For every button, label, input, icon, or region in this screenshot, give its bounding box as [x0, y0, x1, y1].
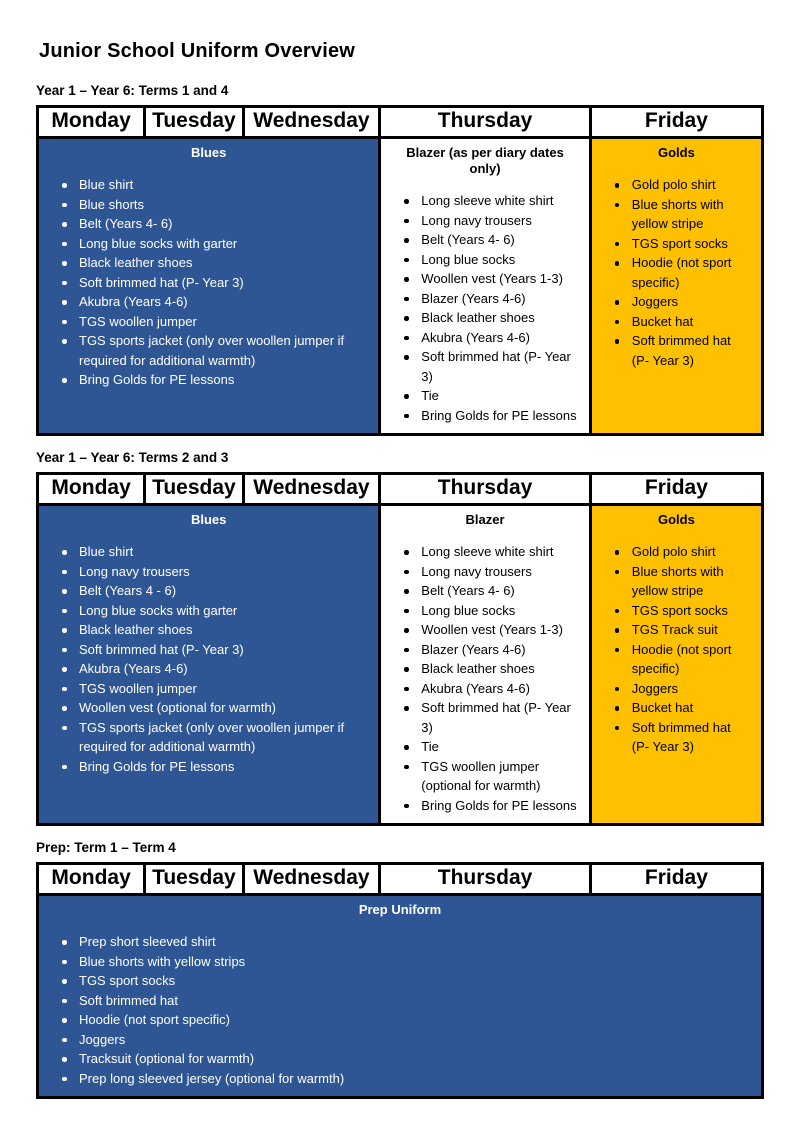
list-item: Blue shorts with yellow stripe	[598, 562, 755, 601]
day-header-thursday: Thursday	[381, 475, 592, 506]
golds-item-list	[598, 175, 755, 370]
day-header-tuesday: Tuesday	[146, 108, 244, 139]
section-heading-terms-2-and-3: Year 1 – Year 6: Terms 2 and 3	[36, 450, 229, 465]
list-item: Akubra (Years 4-6)	[45, 292, 372, 312]
list-item: TGS sport socks	[598, 601, 755, 621]
list-item: TGS woollen jumper (optional for warmth)	[387, 757, 583, 796]
list-item: Blue shirt	[45, 175, 372, 195]
column-title-golds: Golds	[657, 145, 695, 160]
day-header-thursday: Thursday	[381, 108, 592, 139]
golds-item-list	[598, 542, 755, 757]
day-header-wednesday: Wednesday	[245, 475, 382, 506]
page-title: Junior School Uniform Overview	[39, 40, 356, 62]
list-item: Bring Golds for PE lessons	[45, 370, 372, 390]
day-header-monday: Monday	[39, 865, 146, 896]
list-item: Akubra (Years 4-6)	[45, 659, 372, 679]
list-item: Hoodie (not sport specific)	[598, 253, 755, 292]
list-item: Soft brimmed hat	[45, 991, 755, 1011]
day-header-monday: Monday	[39, 108, 146, 139]
list-item: Hoodie (not sport specific)	[598, 640, 755, 679]
day-header-tuesday: Tuesday	[146, 475, 244, 506]
list-item: Black leather shoes	[387, 308, 583, 328]
list-item: Long navy trousers	[45, 562, 372, 582]
column-title-blazer: Blazer	[465, 512, 505, 527]
list-item: Blazer (Years 4-6)	[387, 640, 583, 660]
column-title-blues: Blues	[190, 512, 227, 527]
section-heading-prep: Prep: Term 1 – Term 4	[36, 840, 176, 855]
blues-item-list	[45, 175, 372, 390]
list-item: TGS Track suit	[598, 620, 755, 640]
list-item: TGS sports jacket (only over woollen jumper if required for additional warmth)	[45, 331, 372, 370]
day-header-thursday: Thursday	[381, 865, 592, 896]
uniform-table-terms-1-and-4	[36, 105, 764, 436]
list-item: Joggers	[598, 679, 755, 699]
list-item: Long sleeve white shirt	[387, 191, 583, 211]
list-item: Tracksuit (optional for warmth)	[45, 1049, 755, 1069]
blues-column	[39, 506, 381, 823]
list-item: Long blue socks with garter	[45, 601, 372, 621]
blues-column	[39, 139, 381, 433]
blazer-item-list	[387, 191, 583, 425]
list-item: Woollen vest (optional for warmth)	[45, 698, 372, 718]
list-item: Prep short sleeved shirt	[45, 932, 755, 952]
day-header-tuesday: Tuesday	[146, 865, 244, 896]
list-item: Woollen vest (Years 1-3)	[387, 620, 583, 640]
list-item: Belt (Years 4- 6)	[45, 214, 372, 234]
list-item: Akubra (Years 4-6)	[387, 679, 583, 699]
list-item: Akubra (Years 4-6)	[387, 328, 583, 348]
list-item: Long sleeve white shirt	[387, 542, 583, 562]
list-item: Prep long sleeved jersey (optional for warmth)	[45, 1069, 755, 1089]
list-item: Belt (Years 4- 6)	[387, 581, 583, 601]
list-item: Bucket hat	[598, 312, 755, 332]
day-header-friday: Friday	[592, 108, 761, 139]
list-item: Blue shorts with yellow stripe	[598, 195, 755, 234]
blazer-item-list	[387, 542, 583, 815]
day-header-friday: Friday	[592, 475, 761, 506]
prep-item-list	[45, 932, 755, 1088]
prep-uniform-column	[39, 896, 761, 1096]
list-item: Soft brimmed hat (P- Year 3)	[45, 640, 372, 660]
uniform-table-terms-2-and-3	[36, 472, 764, 826]
list-item: Joggers	[45, 1030, 755, 1050]
list-item: TGS sport socks	[45, 971, 755, 991]
list-item: Bring Golds for PE lessons	[387, 406, 583, 426]
list-item: Soft brimmed hat (P- Year 3)	[45, 273, 372, 293]
list-item: Black leather shoes	[45, 253, 372, 273]
column-title-prep-uniform: Prep Uniform	[358, 902, 442, 917]
day-header-friday: Friday	[592, 865, 761, 896]
list-item: Blue shorts with yellow strips	[45, 952, 755, 972]
uniform-table-prep	[36, 862, 764, 1099]
list-item: Bucket hat	[598, 698, 755, 718]
list-item: TGS woollen jumper	[45, 679, 372, 699]
list-item: Soft brimmed hat (P- Year 3)	[387, 698, 583, 737]
list-item: Soft brimmed hat (P- Year 3)	[387, 347, 583, 386]
list-item: Soft brimmed hat (P- Year 3)	[598, 331, 755, 370]
day-header-wednesday: Wednesday	[245, 865, 382, 896]
list-item: TGS sport socks	[598, 234, 755, 254]
list-item: Long navy trousers	[387, 211, 583, 231]
list-item: Belt (Years 4- 6)	[387, 230, 583, 250]
golds-column	[592, 506, 761, 823]
golds-column	[592, 139, 761, 433]
list-item: TGS sports jacket (only over woollen jumper if required for additional warmth)	[45, 718, 372, 757]
list-item: Tie	[387, 386, 583, 406]
list-item: Long blue socks	[387, 250, 583, 270]
list-item: Blazer (Years 4-6)	[387, 289, 583, 309]
section-heading-terms-1-and-4: Year 1 – Year 6: Terms 1 and 4	[36, 83, 229, 98]
blazer-column	[381, 506, 592, 823]
column-title-blazer: Blazer (as per diary dates only)	[406, 145, 564, 176]
list-item: Hoodie (not sport specific)	[45, 1010, 755, 1030]
list-item: Black leather shoes	[45, 620, 372, 640]
list-item: Gold polo shirt	[598, 175, 755, 195]
column-title-golds: Golds	[657, 512, 695, 527]
list-item: Black leather shoes	[387, 659, 583, 679]
list-item: Belt (Years 4 - 6)	[45, 581, 372, 601]
list-item: Long navy trousers	[387, 562, 583, 582]
list-item: Soft brimmed hat (P- Year 3)	[598, 718, 755, 757]
list-item: TGS woollen jumper	[45, 312, 372, 332]
list-item: Bring Golds for PE lessons	[45, 757, 372, 777]
blazer-column	[381, 139, 592, 433]
column-title-blues: Blues	[190, 145, 227, 160]
list-item: Long blue socks with garter	[45, 234, 372, 254]
list-item: Bring Golds for PE lessons	[387, 796, 583, 816]
list-item: Long blue socks	[387, 601, 583, 621]
list-item: Blue shorts	[45, 195, 372, 215]
day-header-wednesday: Wednesday	[245, 108, 382, 139]
list-item: Joggers	[598, 292, 755, 312]
list-item: Woollen vest (Years 1-3)	[387, 269, 583, 289]
blues-item-list	[45, 542, 372, 776]
list-item: Blue shirt	[45, 542, 372, 562]
day-header-monday: Monday	[39, 475, 146, 506]
list-item: Tie	[387, 737, 583, 757]
list-item: Gold polo shirt	[598, 542, 755, 562]
